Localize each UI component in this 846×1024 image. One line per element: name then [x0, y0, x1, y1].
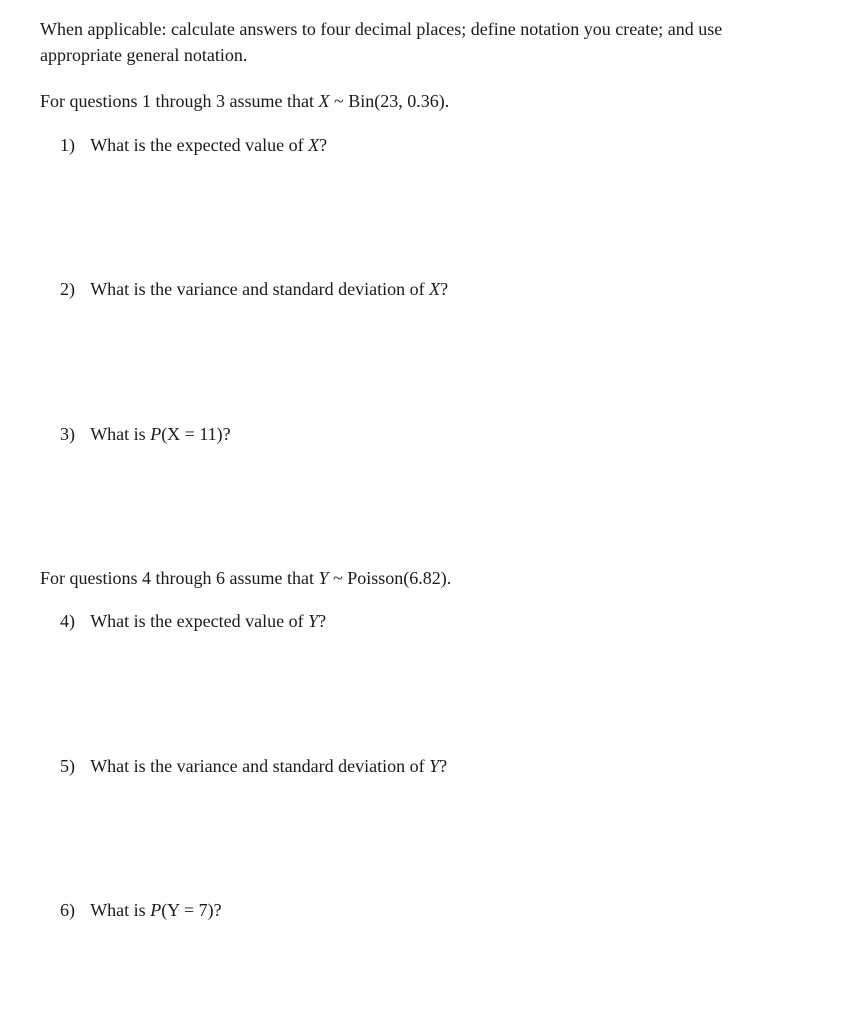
section2-intro-text: For questions 4 through 6 assume that — [40, 568, 314, 588]
question-text: What is the variance and standard deviation of — [90, 756, 425, 776]
question-variable: Y — [308, 611, 319, 631]
question-variable: X — [429, 279, 441, 299]
section1-distribution: Bin(23, 0.36). — [348, 91, 450, 111]
question-number: 1) — [60, 135, 75, 155]
question-number: 4) — [60, 611, 75, 631]
section2-variable: Y — [318, 568, 329, 588]
section2-distribution: Poisson(6.82). — [347, 568, 452, 588]
question-number: 2) — [60, 279, 75, 299]
question-3 — [60, 421, 231, 447]
question-variable: X — [308, 135, 320, 155]
question-1 — [60, 132, 327, 158]
question-text: What is the expected value of — [90, 135, 304, 155]
section1-intro — [40, 88, 449, 114]
question-expression: (X = 11)? — [161, 424, 231, 444]
question-text: What is the variance and standard deviation of — [90, 279, 425, 299]
question-variable: P — [150, 424, 162, 444]
question-6 — [60, 897, 222, 923]
section2-intro — [40, 565, 451, 591]
instructions: When applicable: calculate answers to four decimal places; define notation you create; and use appropriate general notation. — [40, 19, 723, 65]
question-4 — [60, 608, 326, 634]
question-5 — [60, 753, 447, 779]
question-text: What is — [90, 424, 146, 444]
question-suffix: ? — [319, 135, 328, 155]
question-number: 3) — [60, 424, 75, 444]
question-text: What is — [90, 900, 146, 920]
question-text: What is the expected value of — [90, 611, 304, 631]
question-2 — [60, 276, 448, 302]
question-suffix: ? — [439, 756, 448, 776]
question-number: 6) — [60, 900, 75, 920]
question-number: 5) — [60, 756, 75, 776]
question-expression: (Y = 7)? — [161, 900, 222, 920]
section1-tilde: ~ — [333, 91, 344, 111]
question-variable: P — [150, 900, 162, 920]
section1-intro-text: For questions 1 through 3 assume that — [40, 91, 314, 111]
question-suffix: ? — [318, 611, 327, 631]
section2-tilde: ~ — [333, 568, 343, 588]
question-variable: Y — [429, 756, 440, 776]
question-suffix: ? — [440, 279, 449, 299]
section1-variable: X — [318, 91, 330, 111]
